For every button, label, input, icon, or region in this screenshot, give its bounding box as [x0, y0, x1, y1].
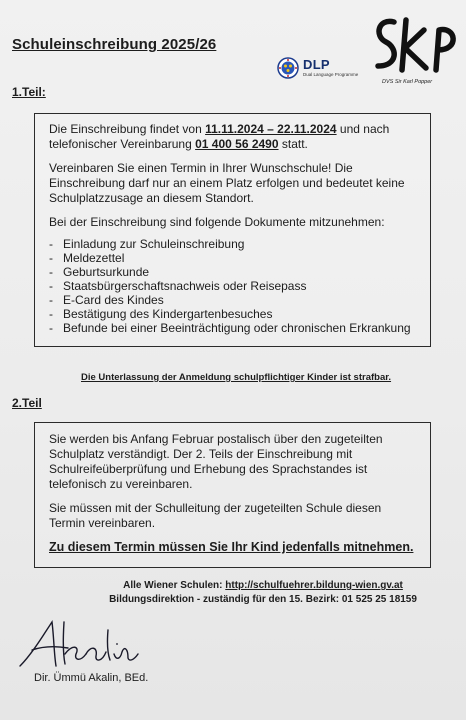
list-item: - Geburtsurkunde	[49, 265, 150, 279]
list-item: - Einladung zur Schuleinschreibung	[49, 237, 245, 251]
list-item: - Bestätigung des Kindergartenbesuches	[49, 307, 273, 321]
footer-schools-line: Alle Wiener Schulen: http://schulfuehrer.bildung-wien.gv.at	[123, 580, 403, 591]
skp-logo-icon	[372, 16, 462, 78]
dlp-logo-text: DLP	[303, 57, 330, 72]
list-item: - Staatsbürgerschaftsnachweis oder Reisepass	[49, 279, 307, 293]
list-item: - Meldezettel	[49, 251, 125, 265]
signer-name: Dir. Ümmü Akalin, BEd.	[34, 672, 149, 684]
part1-registration-period: Die Einschreibung findet von 11.11.2024 – 22.11.2024 und nach telefonischer Vereinbarung 01 400 56 2490 statt.	[49, 122, 390, 151]
list-item: - Befunde bei einer Beeinträchtigung oder chronischen Erkrankung	[49, 321, 411, 335]
phone-number: 01 400 56 2490	[195, 137, 279, 151]
list-item: - E-Card des Kindes	[49, 293, 164, 307]
part2-appointment-text: Sie müssen mit der Schulleitung der zugeteilten Schule diesen Termin vereinbaren.	[49, 501, 382, 530]
part1-documents-intro: Bei der Einschreibung sind folgende Dokumente mitzunehmen:	[49, 215, 385, 229]
footer-directorate-line: Bildungsdirektion - zuständig für den 15. Bezirk: 01 525 25 18159	[109, 594, 417, 605]
page-title: Schuleinschreibung 2025/26	[12, 36, 217, 53]
handwritten-signature	[10, 614, 150, 674]
skp-logo	[372, 16, 462, 85]
school-guide-link[interactable]: http://schulfuehrer.bildung-wien.gv.at	[225, 580, 403, 591]
documents-list	[49, 237, 416, 335]
part2-box	[34, 422, 431, 568]
dlp-logo	[277, 56, 377, 82]
legal-warning: Die Unterlassung der Anmeldung schulpflichtiger Kinder ist strafbar.	[81, 372, 392, 383]
part2-notification-text: Sie werden bis Anfang Februar postalisch über den zugeteilten Schulplatz verständigt. Der 2. Teils der Einschreibung mit Schulreifeüberprüfung und Erhebung des Sprachstandes ist telefonisch zu vereinbaren.	[49, 432, 383, 491]
dlp-logo-subtitle: Dual Language Programme	[303, 72, 359, 77]
part1-label: 1.Teil:	[12, 85, 46, 99]
skp-logo-subtitle: DVS Sir Karl Popper	[382, 79, 433, 85]
part1-appointment-text: Vereinbaren Sie einen Termin in Ihrer Wunschschule! Die Einschreibung darf nur an einem Platz erfolgen und bedeutet keine Schulplatzzusage an diesem Standort.	[49, 161, 405, 205]
part1-box	[34, 113, 431, 347]
part2-bring-child-text: Zu diesem Termin müssen Sie Ihr Kind jedenfalls mitnehmen.	[49, 540, 414, 554]
dlp-emblem-icon	[277, 57, 299, 79]
registration-dates: 11.11.2024 – 22.11.2024	[205, 122, 337, 136]
part2-label: 2.Teil	[12, 396, 42, 410]
